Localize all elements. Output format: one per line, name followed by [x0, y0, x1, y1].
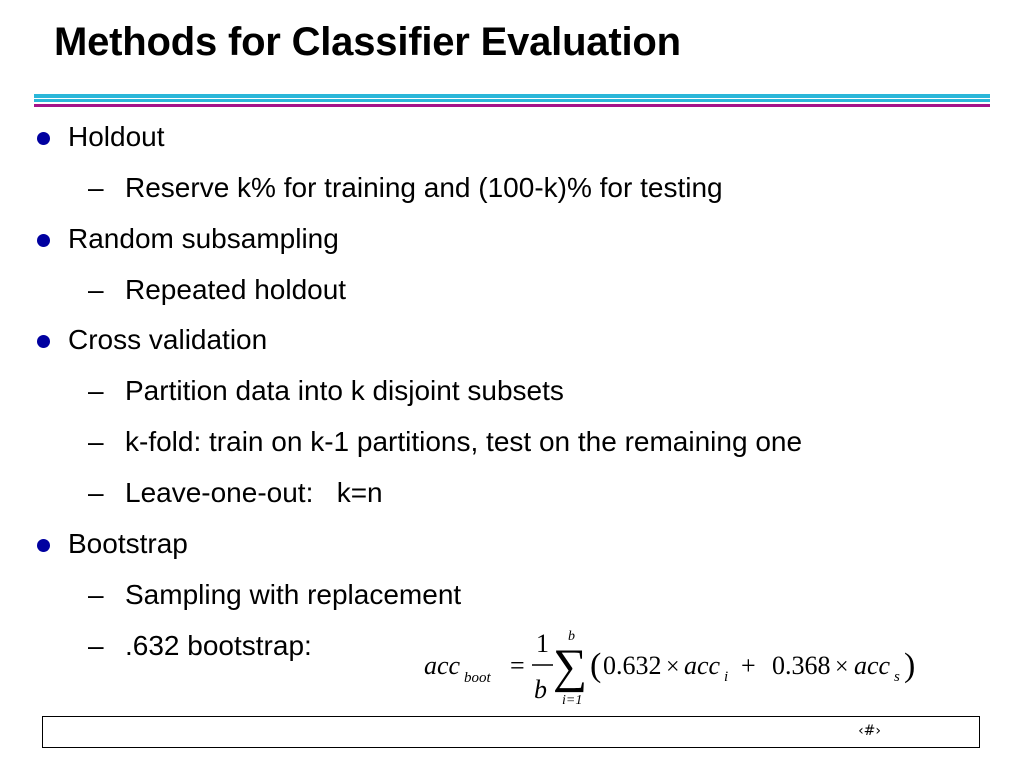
- bootstrap-formula: [422, 628, 942, 708]
- formula-acc-i: acc: [684, 651, 721, 680]
- sub-bullet-item: .632 bootstrap:: [125, 630, 312, 661]
- dash-icon: –: [88, 426, 104, 457]
- formula-open-paren: (: [590, 647, 602, 684]
- sum-symbol-icon: ∑: [553, 640, 588, 693]
- bullet-item: Bootstrap: [68, 528, 188, 559]
- bullet-dot-icon: [37, 234, 50, 247]
- formula-coefficient-2: 0.368: [772, 651, 831, 680]
- slide-title: Methods for Classifier Evaluation: [54, 20, 681, 64]
- formula-lhs: acc: [424, 651, 461, 680]
- sum-upper-limit: b: [568, 629, 575, 644]
- page-number: ‹#›: [858, 723, 881, 739]
- formula-close-paren: ): [904, 647, 916, 684]
- formula-times-1: ×: [666, 654, 680, 680]
- dash-icon: –: [88, 477, 104, 508]
- sub-bullet-item: Leave-one-out: k=n: [125, 477, 383, 508]
- formula-fraction-numerator: 1: [536, 629, 549, 658]
- sub-bullet-item: k-fold: train on k-1 partitions, test on the remaining one: [125, 426, 803, 457]
- formula-acc-i-subscript: i: [724, 669, 729, 685]
- formula-acc-s: acc: [854, 651, 891, 680]
- bullet-dot-icon: [37, 539, 50, 552]
- formula-lhs-subscript: boot: [464, 670, 491, 686]
- bullet-item: Random subsampling: [68, 223, 339, 254]
- formula-plus: +: [741, 651, 756, 680]
- dash-icon: –: [88, 172, 104, 203]
- sum-lower-limit: i=1: [562, 693, 583, 708]
- formula-coefficient-1: 0.632: [603, 651, 662, 680]
- footer-box: [42, 716, 980, 748]
- sub-bullet-item: Sampling with replacement: [125, 579, 462, 610]
- dash-icon: –: [88, 630, 104, 661]
- bullet-dot-icon: [37, 132, 50, 145]
- dash-icon: –: [88, 375, 104, 406]
- sub-bullet-item: Partition data into k disjoint subsets: [125, 375, 564, 406]
- bullet-item: Cross validation: [68, 324, 268, 355]
- sub-bullet-item: Reserve k% for training and (100-k)% for testing: [125, 172, 723, 203]
- formula-times-2: ×: [835, 654, 849, 680]
- formula-acc-s-subscript: s: [894, 669, 900, 685]
- bullet-dot-icon: [37, 335, 50, 348]
- formula-equals: =: [510, 651, 525, 680]
- sub-bullet-item: Repeated holdout: [125, 274, 347, 305]
- dash-icon: –: [88, 274, 104, 305]
- bullet-item: Holdout: [68, 121, 165, 152]
- formula-fraction-denominator: b: [534, 675, 547, 704]
- dash-icon: –: [88, 579, 104, 610]
